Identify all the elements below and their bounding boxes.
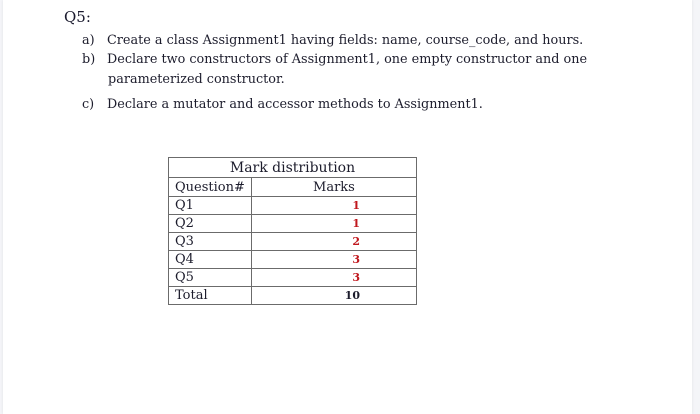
- table-row: [169, 251, 417, 269]
- table-caption: Mark distribution: [169, 158, 417, 178]
- table-row: [169, 215, 417, 233]
- part-b-text-line1: Declare two constructors of Assignment1, one empty constructor and one: [107, 52, 588, 67]
- question-heading: Q5:: [64, 8, 91, 26]
- row-question-cell: Q1: [169, 197, 252, 215]
- table-row-total: [169, 287, 417, 305]
- part-marker-b: b): [82, 52, 96, 67]
- part-c-text: Declare a mutator and accessor methods to Assignment1.: [107, 97, 483, 112]
- table-header-row: [169, 178, 417, 197]
- row-question-cell: Q3: [169, 233, 252, 251]
- mark-distribution-table: [168, 157, 417, 305]
- row-question-cell: Q2: [169, 215, 252, 233]
- question-part-c: [82, 95, 483, 114]
- row-question-cell: Q5: [169, 269, 252, 287]
- total-marks-cell: 10: [251, 287, 416, 305]
- part-b-text-line2: parameterized constructor.: [108, 72, 285, 87]
- part-marker-c: c): [82, 97, 95, 112]
- header-marks: Marks: [251, 178, 416, 197]
- row-question-cell: Q4: [169, 251, 252, 269]
- total-label-cell: Total: [169, 287, 252, 305]
- table-row: [169, 233, 417, 251]
- question-part-b-continued: [108, 70, 285, 89]
- question-part-a: [82, 31, 583, 50]
- part-a-text: Create a class Assignment1 having fields: name, course_code, and hours.: [107, 33, 584, 48]
- table-row: [169, 197, 417, 215]
- row-marks-cell: 2: [251, 233, 416, 251]
- row-marks-cell: 1: [251, 197, 416, 215]
- table-row: [169, 269, 417, 287]
- question-part-b: [82, 50, 587, 69]
- table-caption-row: [169, 158, 417, 178]
- row-marks-cell: 3: [251, 269, 416, 287]
- row-marks-cell: 3: [251, 251, 416, 269]
- document-page: [3, 0, 692, 414]
- part-marker-a: a): [82, 33, 95, 48]
- header-question: Question#: [169, 178, 252, 197]
- row-marks-cell: 1: [251, 215, 416, 233]
